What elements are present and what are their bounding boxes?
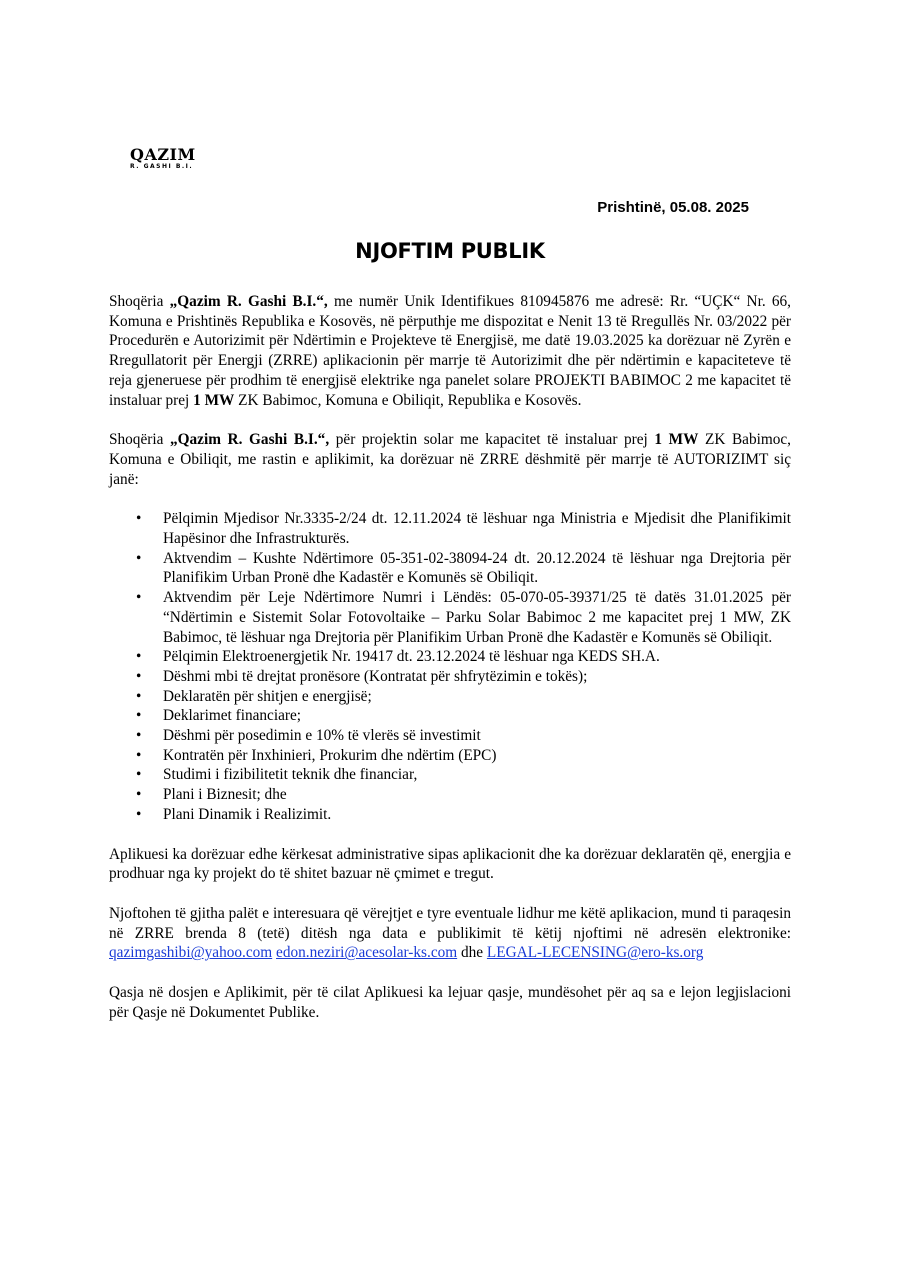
p2-text-3: ZK Babimoc, Komuna e Obiliqit, me rastin e aplikimit, ka dorëzuar në ZRRE dëshmitë për marrje të AUTORIZIMT siç janë: xyxy=(109,431,792,488)
list-item: • Dëshmi mbi të drejtat pronësore (Kontratat për shfrytëzimin e tokës); xyxy=(163,667,791,687)
email-link-qazim[interactable]: qazimgashibi@yahoo.com xyxy=(109,944,273,962)
conjunction-text: dhe xyxy=(460,944,484,962)
p1-text-2: me numër Unik Identifikues 810945876 me adresë: Rr. “UÇK“ Nr. 66, Komuna e Prishtinës Republika e Kosovës, në përputhje me dispozitat e Nenit 13 të Rregullës Nr. 03/2022 për Procedurën e Autorizimit për Ndërtimin e Projekteve të Energjisë, me datë 19.03.2025 ka dorëzuar në Zyrën e Rregullatorit për Energji (ZRRE) aplikacionin për marrje të Autorizimit dhe për ndërtimin e kapaciteteve të reja gjeneruese për prodhim të energjisë elektrike nga panelet solare PROJEKTI BABIMOC 2 me kapacitet të instaluar prej xyxy=(109,293,792,409)
list-item: • Pëlqimin Mjedisor Nr.3335-2/24 dt. 12.11.2024 të lëshuar nga Ministria e Mjedisit dhe Planifikimit Hapësinor dhe Infrastrukturës. xyxy=(163,509,791,548)
list-item: • Aktvendim – Kushte Ndërtimore 05-351-02-38094-24 dt. 20.12.2024 të lëshuar nga Drejtoria për Planifikim Urban Pronë dhe Kadastër e Komunës së Obiliqit. xyxy=(163,549,791,588)
logo-subtitle: R. GASHI B.I. xyxy=(130,163,194,170)
list-item: • Pëlqimin Elektroenergjetik Nr. 19417 dt. 23.12.2024 të lëshuar nga KEDS SH.A. xyxy=(163,647,791,667)
email-link-edon[interactable]: edon.neziri@acesolar-ks.com xyxy=(276,944,458,962)
list-item: • Deklaratën për shitjen e energjisë; xyxy=(163,687,791,707)
capacity-value: 1 MW xyxy=(654,431,699,449)
document-title: NJOFTIM PUBLIK xyxy=(355,239,545,263)
logo-name: QAZIM xyxy=(130,145,196,164)
documents-list xyxy=(109,509,791,824)
capacity-value: 1 MW xyxy=(193,391,235,409)
p1-text-1: Shoqëria xyxy=(109,293,170,310)
list-item: • Deklarimet financiare; xyxy=(163,706,791,726)
p1-text-3: ZK Babimoc, Komuna e Obiliqit, Republika e Kosovës. xyxy=(234,391,582,409)
list-item: • Plani i Biznesit; dhe xyxy=(163,785,791,805)
company-logo xyxy=(130,147,196,171)
p4-text: Njoftohen të gjitha palët e interesuara që vërejtjet e tyre eventuale lidhur me këtë aplikacion, mund ti paraqesin në ZRRE brenda 8 (tetë) ditësh nga data e publikimit të këtij njoftimi në adresën elektronike: xyxy=(109,904,791,942)
paragraph-notice xyxy=(109,904,791,963)
paragraph-administrative: Aplikuesi ka dorëzuar edhe kërkesat administrative sipas aplikacionit dhe ka dorëzuar deklaratën që, energjia e prodhuar nga ky projekt do të shitet bazuar në çmimet e tregut. xyxy=(109,845,791,883)
p2-text-1: Shoqëria xyxy=(109,431,170,449)
paragraph-access: Qasja në dosjen e Aplikimit, për të cilat Aplikuesi ka lejuar qasje, mundësohet për aq sa e lejon legjislacioni për Qasje në Dokumentet Publike. xyxy=(109,984,791,1021)
company-name: „Qazim R. Gashi B.I.“, xyxy=(169,293,328,310)
list-item: • Kontratën për Inxhinieri, Prokurim dhe ndërtim (EPC) xyxy=(163,746,791,766)
email-link-ero[interactable]: LEGAL-LECENSING@ero-ks.org xyxy=(486,944,704,962)
p2-text-2: për projektin solar me kapacitet të instaluar prej xyxy=(329,431,655,449)
document-body xyxy=(109,292,791,1043)
paragraph-evidence xyxy=(109,430,791,489)
list-item: • Dëshmi për posedimin e 10% të vlerës së investimit xyxy=(163,726,791,746)
list-item: • Aktvendim për Leje Ndërtimore Numri i Lëndës: 05-070-05-39371/25 të datës 31.01.2025 për “Ndërtimin e Sistemit Solar Fotovoltaike – Parku Solar Babimoc 2 me kapacitet prej 1 MW, ZK Babimoc, të lëshuar nga Drejtoria për Planifikim Urban Pronë dhe Kadastër e Komunës së Obiliqit. xyxy=(163,588,791,647)
list-item: • Studimi i fizibilitetit teknik dhe financiar, xyxy=(163,765,791,785)
company-name: „Qazim R. Gashi B.I.“, xyxy=(169,431,330,449)
document-date: Prishtinë, 05.08. 2025 xyxy=(597,199,749,216)
paragraph-intro xyxy=(109,292,791,410)
list-item: • Plani Dinamik i Realizimit. xyxy=(163,805,791,825)
